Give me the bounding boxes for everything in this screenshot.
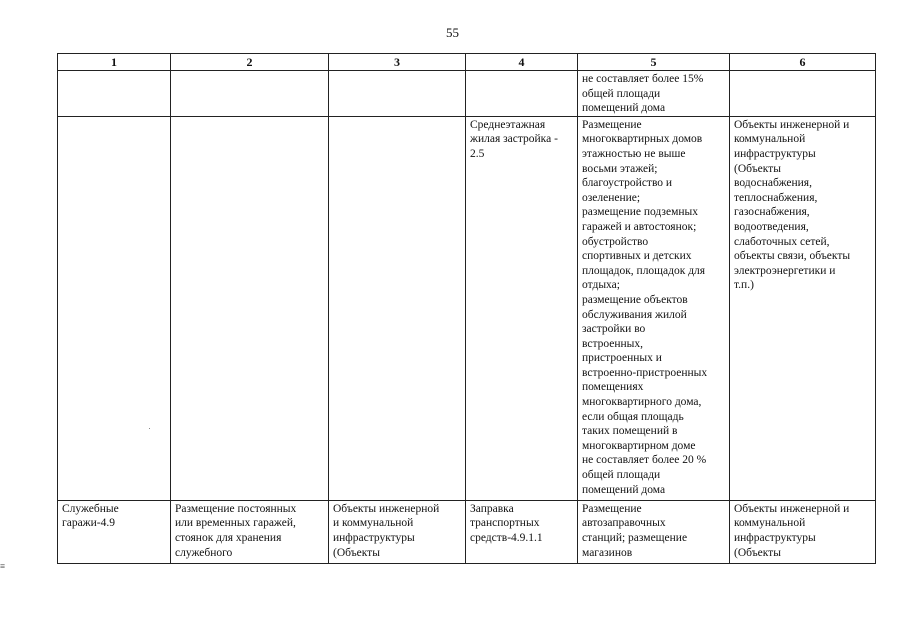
table-row xyxy=(58,116,876,500)
page-number: 55 xyxy=(446,25,459,40)
column-header-3: 3 xyxy=(329,54,466,71)
table-header-row xyxy=(58,54,876,71)
table-cell xyxy=(58,116,171,500)
table-cell xyxy=(578,71,730,117)
column-header-2: 2 xyxy=(171,54,329,71)
column-header-6: 6 xyxy=(730,54,876,71)
table-cell xyxy=(466,116,578,500)
cell-text: Объекты инженерной и коммунальной инфраструктуры (Объекты xyxy=(734,502,850,559)
margin-scan-mark: ≡ xyxy=(0,561,5,571)
table-row xyxy=(58,71,876,117)
column-header-1: 1 xyxy=(58,54,171,71)
cell-text: Объекты инженерной и коммунальной инфраструктуры (Объекты водоснабжения, теплоснабжения, газоснабжения, водоотведения, слаботочных сетей, объекты связи, объекты электроэнергетики и т.п.) xyxy=(734,118,851,292)
table-cell xyxy=(578,500,730,563)
cell-text: Среднеэтажная жилая застройка - 2.5 xyxy=(470,118,558,160)
table-cell xyxy=(171,116,329,500)
table-cell xyxy=(329,71,466,117)
cell-text: Размещение автозаправочных станций; размещение магазинов xyxy=(582,502,688,559)
cell-text: Заправка транспортных средств-4.9.1.1 xyxy=(470,502,543,544)
table-cell xyxy=(329,500,466,563)
table-cell xyxy=(329,116,466,500)
table-cell xyxy=(171,500,329,563)
cell-text: Размещение многоквартирных домов этажностью не выше восьми этажей; благоустройство и озеленение; размещение подземных гаражей и автостоянок; обустройство спортивных и детских площадок, площадок для отдыха; размещение объектов обслуживания жилой застройки во встроенных, пристроенных и встроенно-пристроенных помещениях многоквартирного дома, если общая площадь таких помещений в многоквартирном доме не составляет более 20 % общей площади помещений дома xyxy=(582,118,708,496)
cell-text: Объекты инженерной и коммунальной инфраструктуры (Объекты xyxy=(333,502,440,559)
column-header-5: 5 xyxy=(578,54,730,71)
table-cell xyxy=(730,71,876,117)
table-cell xyxy=(466,71,578,117)
column-header-4: 4 xyxy=(466,54,578,71)
cell-text: не составляет более 15% общей площади помещений дома xyxy=(582,73,704,115)
table-row xyxy=(58,500,876,563)
table-cell xyxy=(578,116,730,500)
table-cell xyxy=(58,71,171,117)
cell-text: Служебные гаражи-4.9 xyxy=(62,502,119,530)
table-cell xyxy=(171,71,329,117)
cell-text: Размещение постоянных или временных гаражей, стоянок для хранения служебного xyxy=(175,502,297,559)
table-cell xyxy=(466,500,578,563)
table-cell xyxy=(730,116,876,500)
table-cell xyxy=(58,500,171,563)
scan-speck xyxy=(149,428,150,429)
table-cell xyxy=(730,500,876,563)
land-use-table xyxy=(57,53,876,564)
